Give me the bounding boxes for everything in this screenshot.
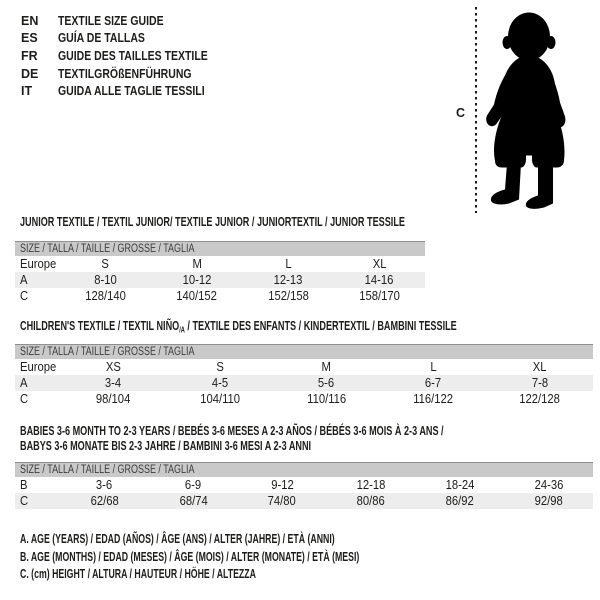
value-cell [60,493,149,509]
cell-text: 74/80 [267,494,297,508]
cell-text: A [20,376,28,390]
value-cell [504,493,593,509]
size-header-text: SIZE / TALLA / TAILLE / GRÖSSE / TAGLIA [20,346,195,358]
cell-text: 68/74 [179,494,208,508]
language-code: DE [21,66,39,81]
language-row [21,82,236,100]
value-cell [60,477,149,493]
value-cell [151,272,242,288]
cell-text: Europe [20,257,57,271]
cell-text: 110/116 [306,392,346,406]
cell-text: 140/152 [176,289,218,303]
cell-text: 18-24 [445,478,475,492]
cell-text: 98/104 [96,392,131,406]
value-cell [151,288,242,304]
cell-text: M [192,257,202,271]
value-cell [273,391,380,407]
value-cell [326,477,415,493]
cell-text: 122/128 [519,392,561,406]
children-size-table [15,344,593,407]
value-cell [415,493,504,509]
value-cell [60,256,151,272]
cell-text: 104/110 [199,392,240,406]
legend-line-text: C. (cm) HEIGHT / ALTURA / HAUTEUR / HÖHE / ALTEZZA [20,567,256,582]
value-cell [380,375,487,391]
value-cell [60,359,167,375]
cell-text: B [20,478,28,492]
cell-text: 6-7 [424,376,442,390]
table-row [15,391,593,407]
cell-text: 6-9 [185,478,202,492]
value-cell [273,375,380,391]
value-cell [273,359,380,375]
legend [20,531,505,584]
cell-text: Europe [20,360,57,374]
table-row [15,288,425,304]
cell-text: XS [105,360,121,374]
size-header-bar [15,242,425,256]
value-cell [167,375,274,391]
junior-section-title [20,214,570,229]
value-cell [60,288,151,304]
value-cell [486,375,593,391]
height-measure-label: C [456,106,466,120]
row-label-cell [15,391,60,407]
value-cell [149,493,238,509]
language-row [21,47,236,65]
language-row [21,30,236,48]
cell-text: 3-6 [96,478,113,492]
cell-text: 62/68 [90,494,119,508]
cell-text: 9-12 [270,478,294,492]
cell-text: L [284,257,292,271]
babies-title-line1: BABIES 3-6 MONTH TO 2-3 YEARS / BEBÉS 3-6 MESES A 2-3 AÑOS / BÉBÉS 3-6 MOIS À 2-3 ANS / [20,423,444,438]
cell-text: L [429,360,437,374]
row-label-cell [15,288,60,304]
table-row [15,256,425,272]
children-section-title [20,318,600,337]
value-cell [60,272,151,288]
value-cell [326,493,415,509]
babies-section-title [20,423,600,453]
cell-text: 7-8 [531,376,548,390]
value-cell [243,256,334,272]
value-cell [167,391,274,407]
junior-size-table [15,241,425,304]
size-header-bar [15,463,593,477]
value-cell [167,359,274,375]
value-cell [415,477,504,493]
value-cell [60,391,167,407]
children-title-subscript: /A [179,325,185,335]
cell-text: S [101,257,110,271]
language-code: FR [21,48,38,63]
table-row [15,477,593,493]
value-cell [151,256,242,272]
cell-text: 4-5 [211,376,229,390]
babies-size-table [15,462,593,509]
cell-text: 12-13 [273,273,303,287]
row-label-cell [15,375,60,391]
cell-text: 86/92 [445,494,474,508]
junior-section-title-text: JUNIOR TEXTILE / TEXTIL JUNIOR/ TEXTILE JUNIOR / JUNIORTEXTIL / JUNIOR TESSILE [20,214,405,229]
legend-line-text: B. AGE (MONTHS) / EDAD (MESES) / ÂGE (MOIS) / ALTER (MONATE) / ETÀ (MESI) [20,549,360,564]
babies-title-line2: BABYS 3-6 MONATE BIS 2-3 JAHRE / BAMBINI 3-6 MESI A 2-3 ANNI [20,438,312,453]
cell-text: 12-18 [356,478,386,492]
children-title-pre: CHILDREN'S TEXTILE / TEXTIL NIÑO [20,318,180,333]
cell-text: 10-12 [182,273,212,287]
value-cell [149,477,238,493]
language-row [21,12,236,30]
value-cell [238,493,327,509]
value-cell [334,272,425,288]
size-header-text: SIZE / TALLA / TAILLE / GRÖSSE / TAGLIA [20,464,195,476]
language-title: GUIDE DES TAILLES TEXTILE [58,48,208,63]
children-table-rows [15,359,593,407]
cell-text: C [20,494,29,508]
cell-text: 3-4 [105,376,122,390]
row-label-cell [15,272,60,288]
cell-text: 14-16 [364,273,394,287]
legend-line [20,549,505,567]
value-cell [486,359,593,375]
cell-text: C [20,289,29,303]
language-header [21,12,236,100]
cell-text: S [216,360,224,374]
cell-text: 5-6 [318,376,335,390]
language-row [21,65,236,83]
cell-text: 92/98 [534,494,563,508]
cell-text: 116/122 [413,392,453,406]
language-title: GUÍA DE TALLAS [58,31,145,46]
size-header-bar [15,345,593,359]
junior-table-rows [15,256,425,304]
value-cell [238,477,327,493]
cell-text: 80/86 [356,494,385,508]
table-row [15,359,593,375]
value-cell [60,375,167,391]
language-title: GUIDA ALLE TAGLIE TESSILI [58,84,205,99]
children-title-post: / TEXTILE DES ENFANTS / KINDERTEXTIL / BAMBINI TESSILE [184,318,457,333]
legend-line-text: A. AGE (YEARS) / EDAD (AÑOS) / ÂGE (ANS) / ALTER (JAHRE) / ETÀ (ANNI) [20,532,335,546]
children-section-title-text [20,318,457,337]
legend-line [20,566,505,584]
value-cell [334,256,425,272]
cell-text: 24-36 [534,478,563,492]
table-row [15,272,425,288]
language-title: TEXTILGRÖßENFÜHRUNG [58,66,192,81]
language-code: EN [21,13,39,28]
value-cell [334,288,425,304]
babies-table-rows [15,477,593,509]
cell-text: XL [372,257,387,271]
cell-text: C [20,392,29,406]
value-cell [380,391,487,407]
row-label-cell [15,256,60,272]
value-cell [504,477,593,493]
legend-line [20,531,505,549]
table-row [15,493,593,509]
table-row [15,375,593,391]
cell-text: A [20,273,28,287]
language-code: ES [21,31,38,46]
cell-text: XL [532,360,547,374]
toddler-silhouette-icon [479,8,579,213]
value-cell [380,359,487,375]
cell-text: 128/140 [85,289,126,303]
height-measure-dotted-line [475,7,477,213]
size-header-text: SIZE / TALLA / TAILLE / GRÖSSE / TAGLIA [20,243,195,255]
value-cell [243,272,334,288]
value-cell [243,288,334,304]
value-cell [486,391,593,407]
cell-text: 158/170 [359,289,400,303]
row-label-cell [15,493,60,509]
cell-text: M [321,360,332,374]
row-label-cell [15,477,60,493]
row-label-cell [15,359,60,375]
cell-text: 8-10 [94,273,117,287]
cell-text: 152/158 [267,289,309,303]
language-code: IT [21,84,33,99]
language-title: TEXTILE SIZE GUIDE [58,13,164,28]
